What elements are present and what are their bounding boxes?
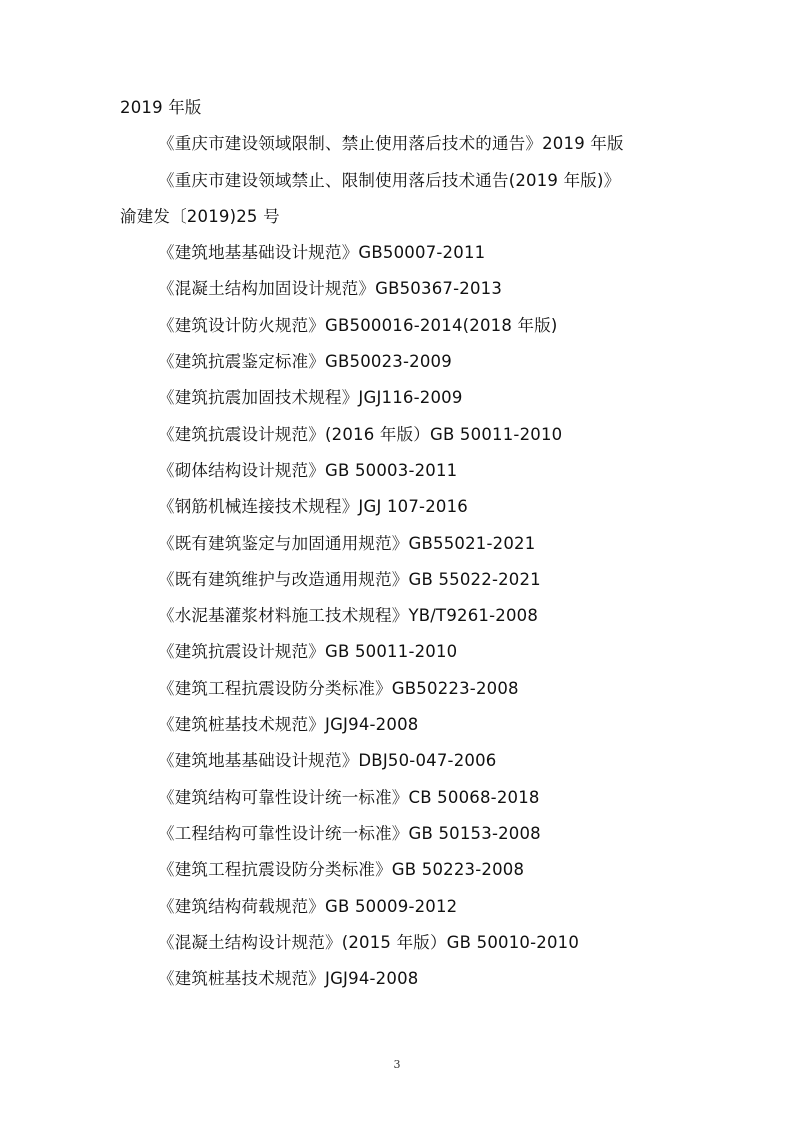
page-number: 3 [393,1058,401,1071]
standard-reference: 《建筑结构荷载规范》GB 50009-2012 [158,896,458,916]
standard-reference: 《建筑抗震设计规范》GB 50011-2010 [158,642,458,662]
standard-reference: 《砌体结构设计规范》GB 50003-2011 [158,460,458,480]
standard-reference: 《既有建筑鉴定与加固通用规范》GB55021-2021 [158,533,536,553]
text-line: 《重庆市建设领域禁止、限制使用落后技术通告(2019 年版)》 [158,170,621,190]
text-line: 《重庆市建设领域限制、禁止使用落后技术的通告》2019 年版 [158,134,624,154]
standard-reference: 《建筑结构可靠性设计统一标准》CB 50068-2018 [158,787,540,807]
standard-reference: 《建筑桩基技术规范》JGJ94-2008 [158,969,419,989]
text-line: 渝建发〔2019)25 号 [120,206,280,226]
standard-reference: 《钢筋机械连接技术规程》JGJ 107-2016 [158,497,469,517]
standard-reference: 《混凝土结构设计规范》(2015 年版）GB 50010-2010 [158,932,580,952]
standard-reference: 《建筑工程抗震设防分类标准》GB50223-2008 [158,678,519,698]
document-body [120,90,720,997]
standard-reference: 《建筑地基基础设计规范》GB50007-2011 [158,243,486,263]
standard-reference: 《混凝土结构加固设计规范》GB50367-2013 [158,279,503,299]
standard-reference: 《水泥基灌浆材料施工技术规程》YB/T9261-2008 [158,606,539,626]
standard-reference: 《建筑抗震设计规范》(2016 年版）GB 50011-2010 [158,424,563,444]
standard-reference: 《建筑桩基技术规范》JGJ94-2008 [158,715,419,735]
text-line: 2019 年版 [120,98,202,117]
standard-reference: 《建筑工程抗震设防分类标准》GB 50223-2008 [158,860,525,880]
standard-reference: 《建筑地基基础设计规范》DBJ50-047-2006 [158,751,497,771]
standard-reference: 《建筑抗震加固技术规程》JGJ116-2009 [158,388,463,408]
standard-reference: 《工程结构可靠性设计统一标准》GB 50153-2008 [158,823,541,843]
standard-reference: 《建筑抗震鉴定标准》GB50023-2009 [158,352,452,372]
standard-reference: 《建筑设计防火规范》GB500016-2014(2018 年版) [158,315,558,335]
standard-reference: 《既有建筑维护与改造通用规范》GB 55022-2021 [158,569,541,589]
